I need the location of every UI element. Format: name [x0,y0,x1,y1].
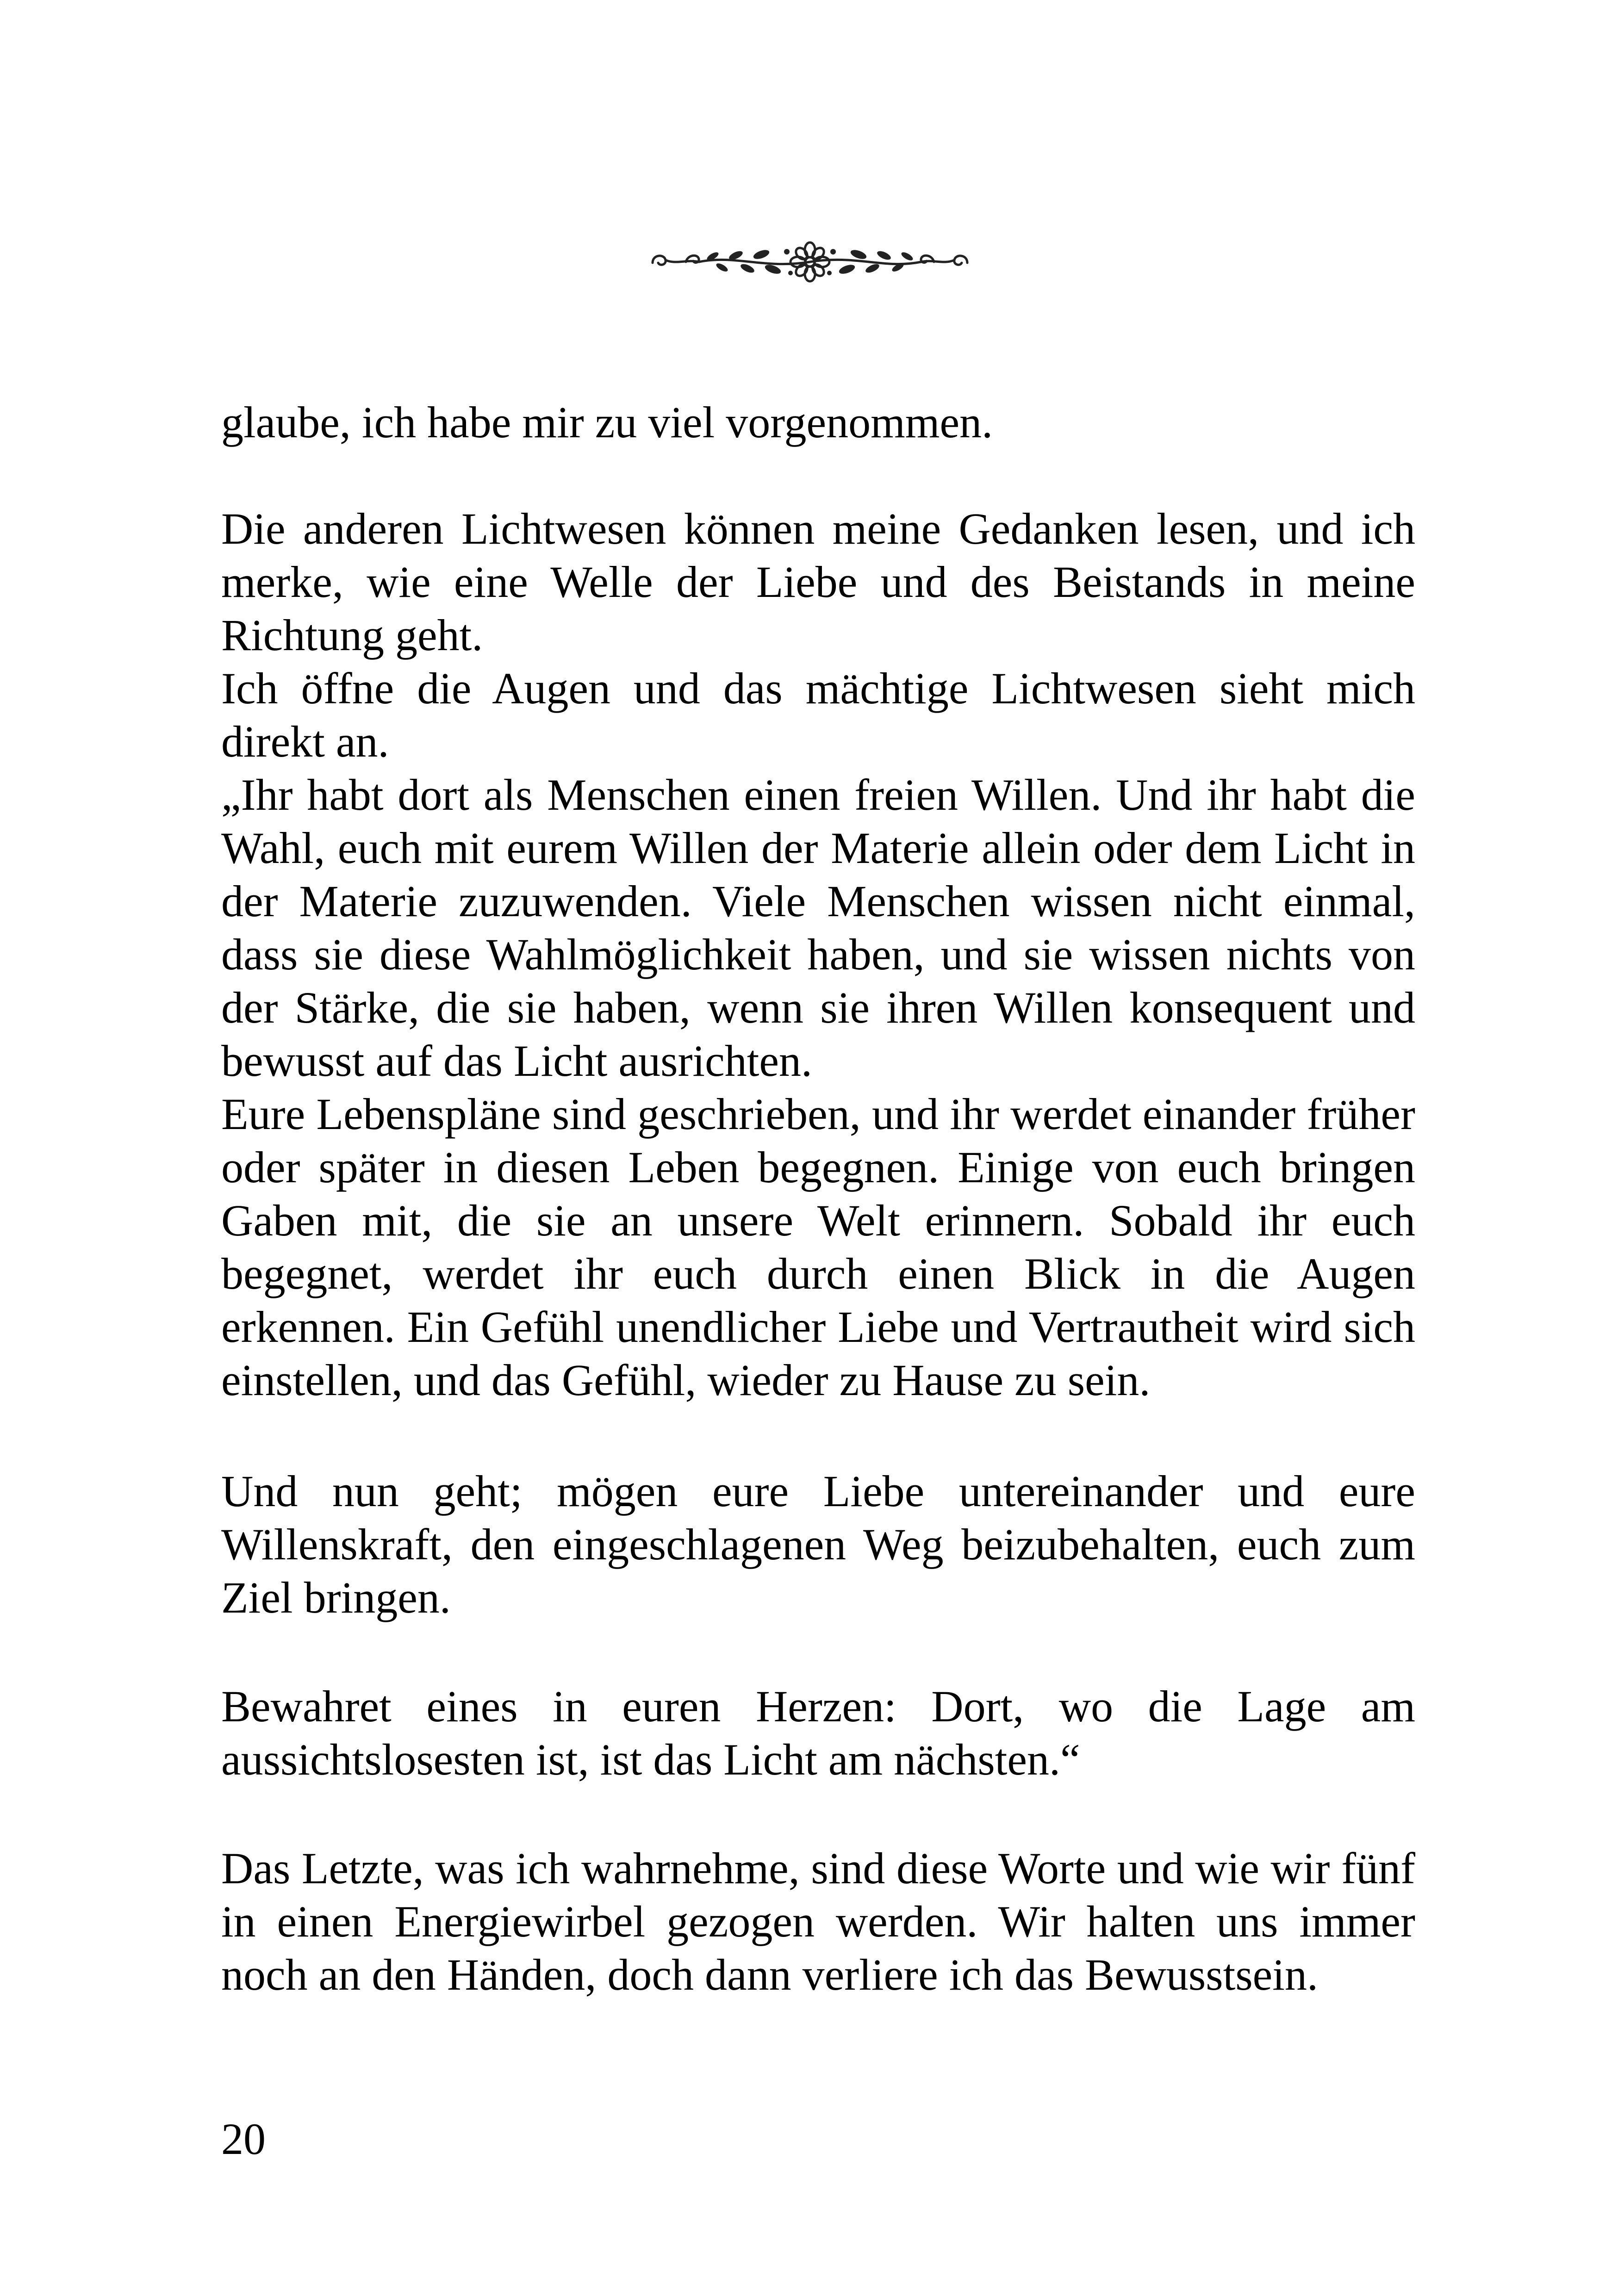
paragraph-line: Bewahret eines in euren Herzen: Dort, wo die Lage am aussichtslosesten ist, ist das Licht am nächsten.“ [221,1682,1415,1784]
paragraph-line: Das Letzte, was ich wahrnehme, sind diese Worte und wie wir fünf in einen Energiewirbel gezogen werden. Wir halten uns immer noch an den Händen, doch dann verliere ich das Bewusstsein. [221,1843,1415,1999]
paragraph-line: Ich öffne die Augen und das mächtige Lichtwesen sieht mich direkt an. [221,664,1415,766]
paragraph-3 [221,1464,1415,1624]
paragraph-line: Und nun geht; mögen eure Liebe untereinander und eure Willenskraft, den eingeschlagenen Weg beizubehalten, euch zum Ziel bringen. [221,1466,1415,1622]
paragraph-line: „Ihr habt dort als Menschen einen freien Willen. Und ihr habt die Wahl, euch mit eurem Willen der Materie allein oder dem Licht in der Materie zuzuwenden. Viele Menschen wissen nicht einmal, dass sie diese Wahlmöglichkeit haben, und sie wissen nichts von der Stärke, die sie haben, wenn sie ihren Willen konsequent und bewusst auf das Licht ausrichten. [221,770,1415,1086]
paragraph-line: glaube, ich habe mir zu viel vorgenommen. [221,397,993,447]
paragraph-4 [221,1680,1415,1786]
paragraph-5 [221,1842,1415,2001]
floral-vine-ornament-icon [643,236,977,287]
paragraph-1 [221,396,1415,449]
paragraph-2 [221,502,1415,1407]
page-number: 20 [221,2114,266,2164]
paragraph-line: Eure Lebenspläne sind geschrieben, und ihr werdet einander früher oder später in diesen Leben begegnen. Einige von euch bringen Gaben mit, die sie an unsere Welt erinnern. Sobald ihr euch begegnet, werdet ihr euch durch einen Blick in die Augen erkennen. Ein Gefühl unendlicher Liebe und Vertrautheit wird sich einstellen, und das Gefühl, wieder zu Hause zu sein. [221,1089,1415,1405]
paragraph-line: Die anderen Lichtwesen können meine Gedanken lesen, und ich merke, wie eine Welle der Liebe und des Beistands in meine Richtung geht. [221,504,1415,660]
